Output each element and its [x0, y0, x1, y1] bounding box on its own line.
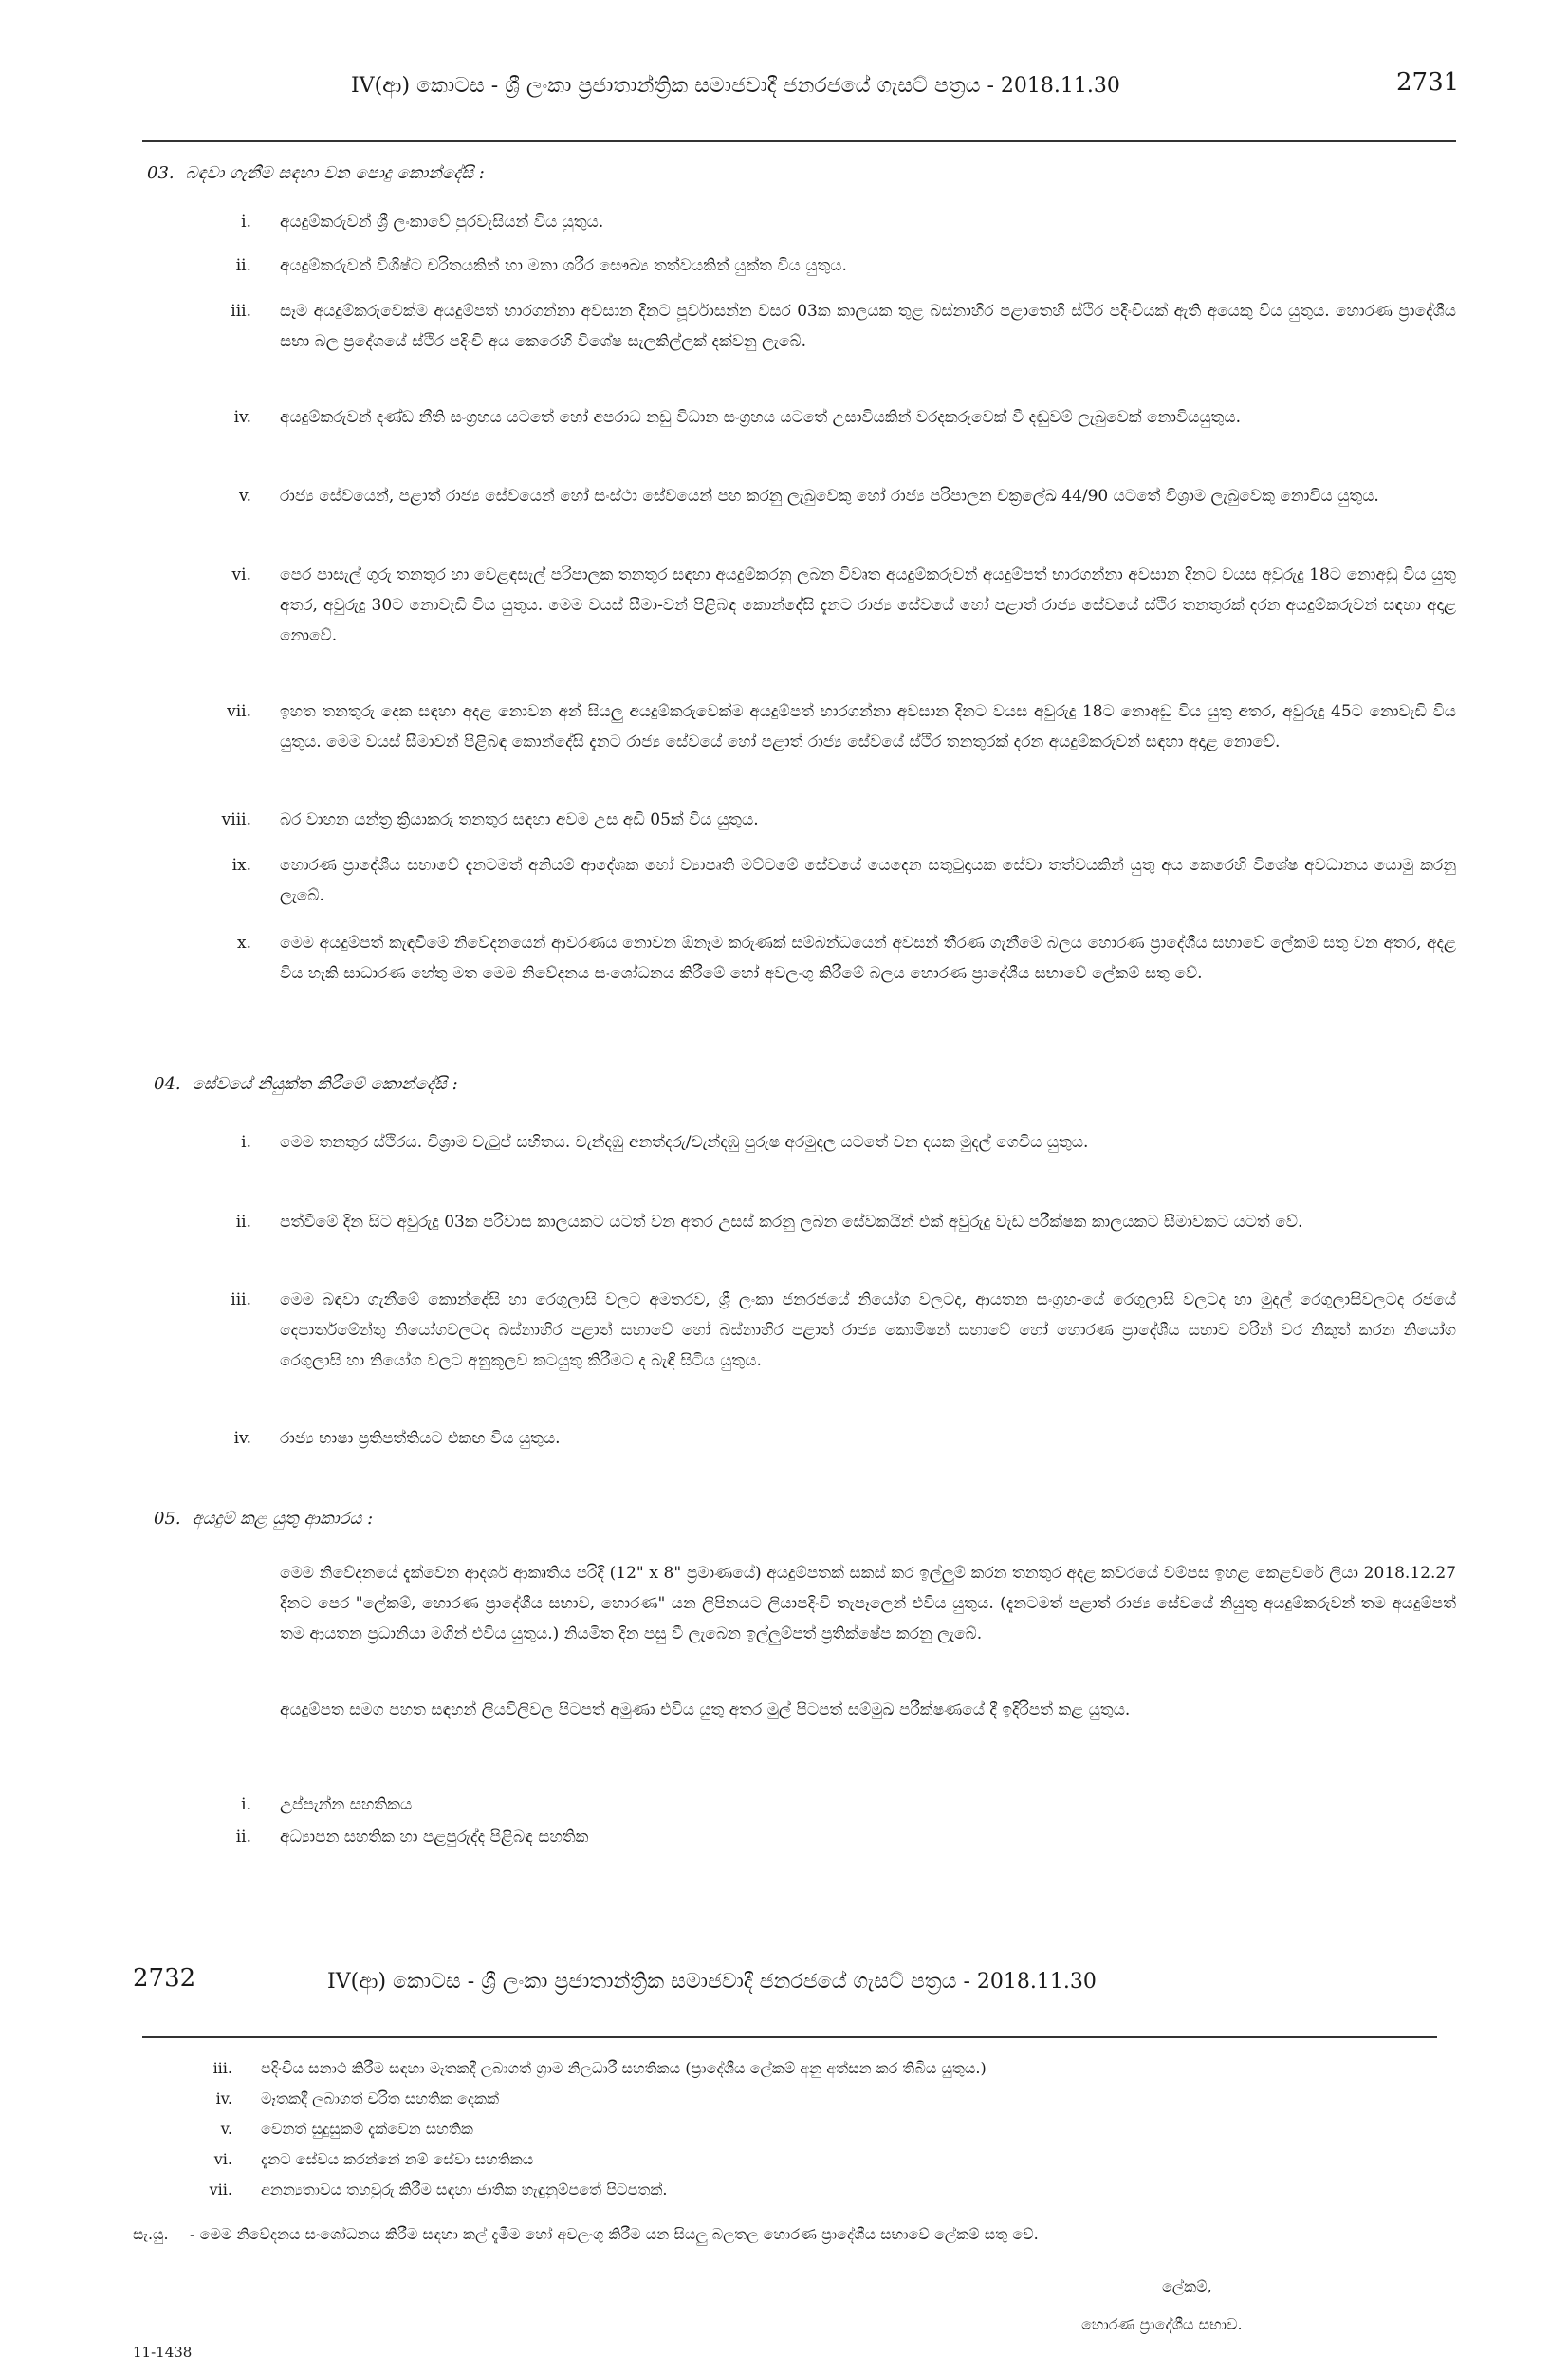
p2-item-vi-num: vi. [213, 2150, 232, 2168]
s03-item-4-num: iv. [233, 408, 251, 427]
header-rule-2732 [142, 2036, 1437, 2038]
section-03-number: 03. [147, 163, 175, 183]
s03-item-3-num: iii. [231, 302, 251, 321]
s04-item-4-num: iv. [233, 1429, 251, 1448]
s04-item-3-text: මෙම බඳවා ගැනීමේ කොන්දේසි හා රෙගුලාසි වලට අමතරව, ශ්‍රී ලංකා ජනරජයේ නියෝග වලටද, ආයතන සංග්‍රහ-යේ රෙගුලාසි වලටද හා මුදල් රෙගුලාසිවලටද රජයේ දෙපාර්තමේන්තු නියෝගවලටද බස්නාහිර පළාත් සභාවේ හෝ බස්නාහිර පළාත් රාජ්‍ය කොමිෂන් සභාවේ හෝ හොරණ ප්‍රාදේශීය සභාව වරින් වර නිකුත් කරන නියෝග රෙගුලාසි හා නියෝග වලට අනුකූලව කටයුතු කිරීමට ද බැඳී සිටිය යුතුය. [280, 1290, 1456, 1370]
p2-item-vi-text: දැනට සේවය කරන්නේ නම් සේවා සහතිකය [261, 2150, 534, 2168]
s05-item-2-text: අධ්‍යාපන සහතික හා පළපුරුද්ද පිළිබඳ සහතික [280, 1828, 589, 1846]
s03-item-8-text: බර වාහන යන්ත්‍ර ක්‍රියාකරු තනතුර සඳහා අවම උස අඩි 05ක් විය යුතුය. [280, 810, 759, 829]
signature-title: ලේකම්, [1162, 2277, 1212, 2295]
s04-item-2-num: ii. [235, 1213, 251, 1232]
section-03-heading [147, 163, 485, 183]
signature-org: හොරණ ප්‍රාදේශීය සභාව. [1081, 2315, 1243, 2333]
s04-item-4-text: රාජ්‍ය භාෂා ප්‍රතිපත්තියට එකඟ විය යුතුය. [280, 1429, 561, 1448]
s03-item-2-text: අයදුම්කරුවන් විශිෂ්ට චරිතයකින් හා මනා ශරීර සෞඛ්‍ය තත්වයකින් යුක්ත විය යුතුය. [280, 256, 847, 275]
s03-item-6-num: vi. [231, 566, 251, 584]
p2-item-iii-num: iii. [212, 2059, 232, 2077]
s05-paragraph-1: මෙම නිවේදනයේ දැක්වෙන ආදර්ශ ආකෘතිය පරිදි (12" x 8" ප්‍රමාණයේ) අයදුම්පතක් සකස් කර ඉල්ලුම් කරන තනතුර අදළ කවරයේ වම්පස ඉහළ කෙළවරේ ලියා 2018.12.27 දිනට පෙර "ලේකම්, හොරණ ප්‍රාදේශීය සභාව, හොරණ" යන ලිපිනයට ලියාපදිංචි තැපෑලෙන් එවිය යුතුය. (දැනටමත් පළාත් රාජ්‍ය සේවයේ නියුතු අයදුම්කරුවන් තම අයදුම්පත් තම ආයතන ප්‍රධානියා මගින් එවිය යුතුය.) නියමිත දින පසු වී ලැබෙන ඉල්ලුම්පත් ප්‍රතික්ෂේප කරනු ලැබේ. [280, 1564, 1456, 1643]
s03-item-9-text: හොරණ ප්‍රාදේශීය සභාවේ දැනටමත් අනියම් ආදේශක හෝ ව්‍යාපෘති මට්ටමේ සේවයේ යෙදෙන සතුටුදායක සේවා තත්වයකින් යුතු අය කෙරෙහි විශේෂ අවධානය යොමු කරනු ලැබේ. [280, 856, 1456, 905]
p2-item-iv-num: iv. [215, 2089, 232, 2107]
s04-item-1-text: මෙම තනතුර ස්ථිරය. විශ්‍රාම වැටුප් සහිතය. වැන්දඹු අනත්දරු/වැන්දඹු පුරුෂ අරමුදල යටතේ වන දයක මුදල් ගෙවිය යුතුය. [280, 1133, 1089, 1152]
s03-item-1-text: අයදුම්කරුවන් ශ්‍රී ලංකාවේ පුරවැසියන් විය යුතුය. [280, 213, 604, 232]
section-05-title: අයදුම් කළ යුතු ආකාරය : [192, 1509, 374, 1529]
page-header-2731: IV(ආ) කොටස - ශ්‍රී ලංකා ප්‍රජාතාන්ත්‍රික සමාජවාදී ජනරජයේ ගැසට් පත්‍රය - 2018.11.30 [351, 74, 1120, 98]
p2-item-iv-text: මෑතකදී ලබාගත් චරිත සහතික දෙකක් [261, 2089, 499, 2107]
s03-item-5-num: v. [239, 487, 251, 506]
s03-item-1-num: i. [241, 213, 251, 232]
s03-item-7-text: ඉහත තනතුරු දෙක සඳහා අදළ නොවන අන් සියලු අයදුම්කරුවෙක්ම අයදුම්පත් භාරගන්නා අවසාන දිනට වයස අවුරුදු 18ට නොඅඩු විය යුතු අතර, අවුරුදු 45ට නොවැඩි විය යුතුය. මෙම වයස් සීමාවන් පිළිබඳ කොන්දේසි දැනට රාජ්‍ය සේවයේ හෝ පළාත් රාජ්‍ය සේවයේ ස්ථිර තනතුරක් දරන අයදුම්කරුවන් සඳහා අදාළ නොවේ. [280, 702, 1456, 751]
page-number-2732: 2732 [133, 1964, 196, 1993]
section-04-number: 04. [154, 1074, 181, 1094]
reference-code: 11-1438 [133, 2344, 193, 2361]
s03-item-3-text: සෑම අයදුම්කරුවෙක්ම අයදුම්පත් භාරගන්නා අවසාන දිනට පූර්වාසන්න වසර 03ක කාලයක තුළ බස්නාහිර පළාතෙහි ස්ථිර පදිංචියක් ඇති අයෙකු විය යුතුය. හොරණ ප්‍රාදේශීය සභා බල ප්‍රදේශයේ ස්ථිර පදිංචි අය කෙරෙහි විශේෂ සැලකිල්ලක් දක්වනු ලැබේ. [280, 302, 1456, 351]
s03-item-4-text: අයදුම්කරුවන් දණ්ඩ නීති සංග්‍රහය යටතේ හෝ අපරාධ නඩු විධාන සංග්‍රහය යටතේ උසාවියකින් වරදකරුවෙක් වී දඬුවම් ලැබුවෙක් නොවියයුතුය. [280, 408, 1242, 427]
s05-item-1-num: i. [241, 1795, 251, 1814]
section-04-title: සේවයේ නියුක්ත කිරීමේ කොන්දේසි : [192, 1074, 458, 1094]
p2-item-v-num: v. [220, 2120, 232, 2138]
note-text: - මෙම නිවේදනය සංශෝධනය කිරීම සඳහා කල් දැමීම හෝ අවලංගු කිරීම යන සියලු බලතල හොරණ ප්‍රාදේශීය සභාවේ ලේකම් සතු වේ. [190, 2225, 1039, 2243]
s03-item-9-num: ix. [231, 856, 251, 875]
s05-item-2-num: ii. [235, 1828, 251, 1846]
s03-item-7-num: vii. [227, 702, 251, 721]
p2-item-v-text: වෙනත් සුදුසුකම් දැක්වෙන සහතික [261, 2120, 473, 2138]
s04-item-2-text: පත්වීමේ දින සිට අවුරුදු 03ක පරිවාස කාලයකට යටත් වන අතර උසස් කරනු ලබන සේවකයින් එක් අවුරුදු වැඩ පරීක්ෂක කාලයකට සීමාවකට යටත් වේ. [280, 1213, 1303, 1232]
note-label: සැ.යු. [133, 2225, 169, 2243]
s05-item-1-text: උප්පැන්න සහතිකය [280, 1795, 413, 1814]
s03-item-10-text: මෙම අයදුම්පත් කැඳවීමේ නිවේදනයෙන් ආවරණය නොවන ඕනෑම කරුණක් සම්බන්ධයෙන් අවසන් තීරණ ගැනීමේ බලය හොරණ ප්‍රාදේශීය සභාවේ ලේකම් සතු වන අතර, අදළ විය හැකි සාධාරණ හේතු මත මෙම නිවේදනය සංශෝධනය කිරීමේ හෝ අවලංගු කිරීමේ බලය හොරණ ප්‍රාදේශීය සභාවේ ලේකම් සතු වේ. [280, 934, 1456, 983]
header-rule-2731 [142, 140, 1456, 142]
section-05-heading [154, 1509, 373, 1529]
p2-item-iii-text: පදිංචිය සනාථ කිරීම සඳහා මෑතකදී ලබාගත් ග්‍රාම නිලධාරී සහතිකය (ප්‍රාදේශීය ලේකම් අනු අත්සන කර තිබිය යුතුය.) [261, 2059, 987, 2077]
section-03-title: බඳවා ගැනීම සඳහා වන පොදු කොන්දේසි : [185, 163, 485, 183]
s03-item-8-num: viii. [221, 810, 251, 829]
p2-item-vii-text: අනන්‍යතාවය තහවුරු කිරීම සඳහා ජාතික හැඳුනුම්පතේ පිටපතක්. [261, 2180, 668, 2199]
page-header-2732: IV(ආ) කොටස - ශ්‍රී ලංකා ප්‍රජාතාන්ත්‍රික සමාජවාදී ජනරජයේ ගැසට් පත්‍රය - 2018.11.30 [327, 1970, 1097, 1994]
page-number-2731: 2731 [1396, 68, 1460, 97]
section-05-number: 05. [154, 1509, 181, 1529]
s03-item-5-text: රාජ්‍ය සේවයෙන්, පළාත් රාජ්‍ය සේවයෙන් හෝ සංස්ථා සේවයෙන් පහ කරනු ලැබුවෙකු හෝ රාජ්‍ය පරිපාලන චක්‍රලේඛ 44/90 යටතේ විශ්‍රාම ලැබුවෙකු නොවිය යුතුය. [280, 487, 1379, 506]
s05-paragraph-2: අයදුම්පත සමග පහත සඳහන් ලියවිලිවල පිටපත් අමුණා එවිය යුතු අතර මුල් පිටපත් සම්මුඛ පරීක්ෂණයේ දී ඉදිරිපත් කළ යුතුය. [280, 1700, 1131, 1719]
s04-item-1-num: i. [241, 1133, 251, 1152]
section-04-heading [154, 1074, 458, 1094]
s04-item-3-num: iii. [231, 1290, 251, 1309]
s03-item-10-num: x. [237, 934, 251, 953]
p2-item-vii-num: vii. [209, 2180, 232, 2199]
s03-item-6-text: පෙර පාසැල් ගුරු තනතුර හා වෙළඳසැල් පරිපාලක තනතුර සඳහා අයදුම්කරනු ලබන විවෘත අයදුම්කරුවන් අයදුම්පත් භාරගන්නා අවසාන දිනට වයස අවුරුදු 18ට නොඅඩු විය යුතු අතර, අවුරුදු 30ට නොවැඩි විය යුතුය. මෙම වයස් සීමා-වන් පිළිබඳ කොන්දේසි දැනට රාජ්‍ය සේවයේ හෝ පළාත් රාජ්‍ය සේවයේ ස්ථිර තනතුරක් දරන අයදුම්කරුවන් සඳහා අදාළ නොවේ. [280, 566, 1456, 645]
s03-item-2-num: ii. [235, 256, 251, 275]
